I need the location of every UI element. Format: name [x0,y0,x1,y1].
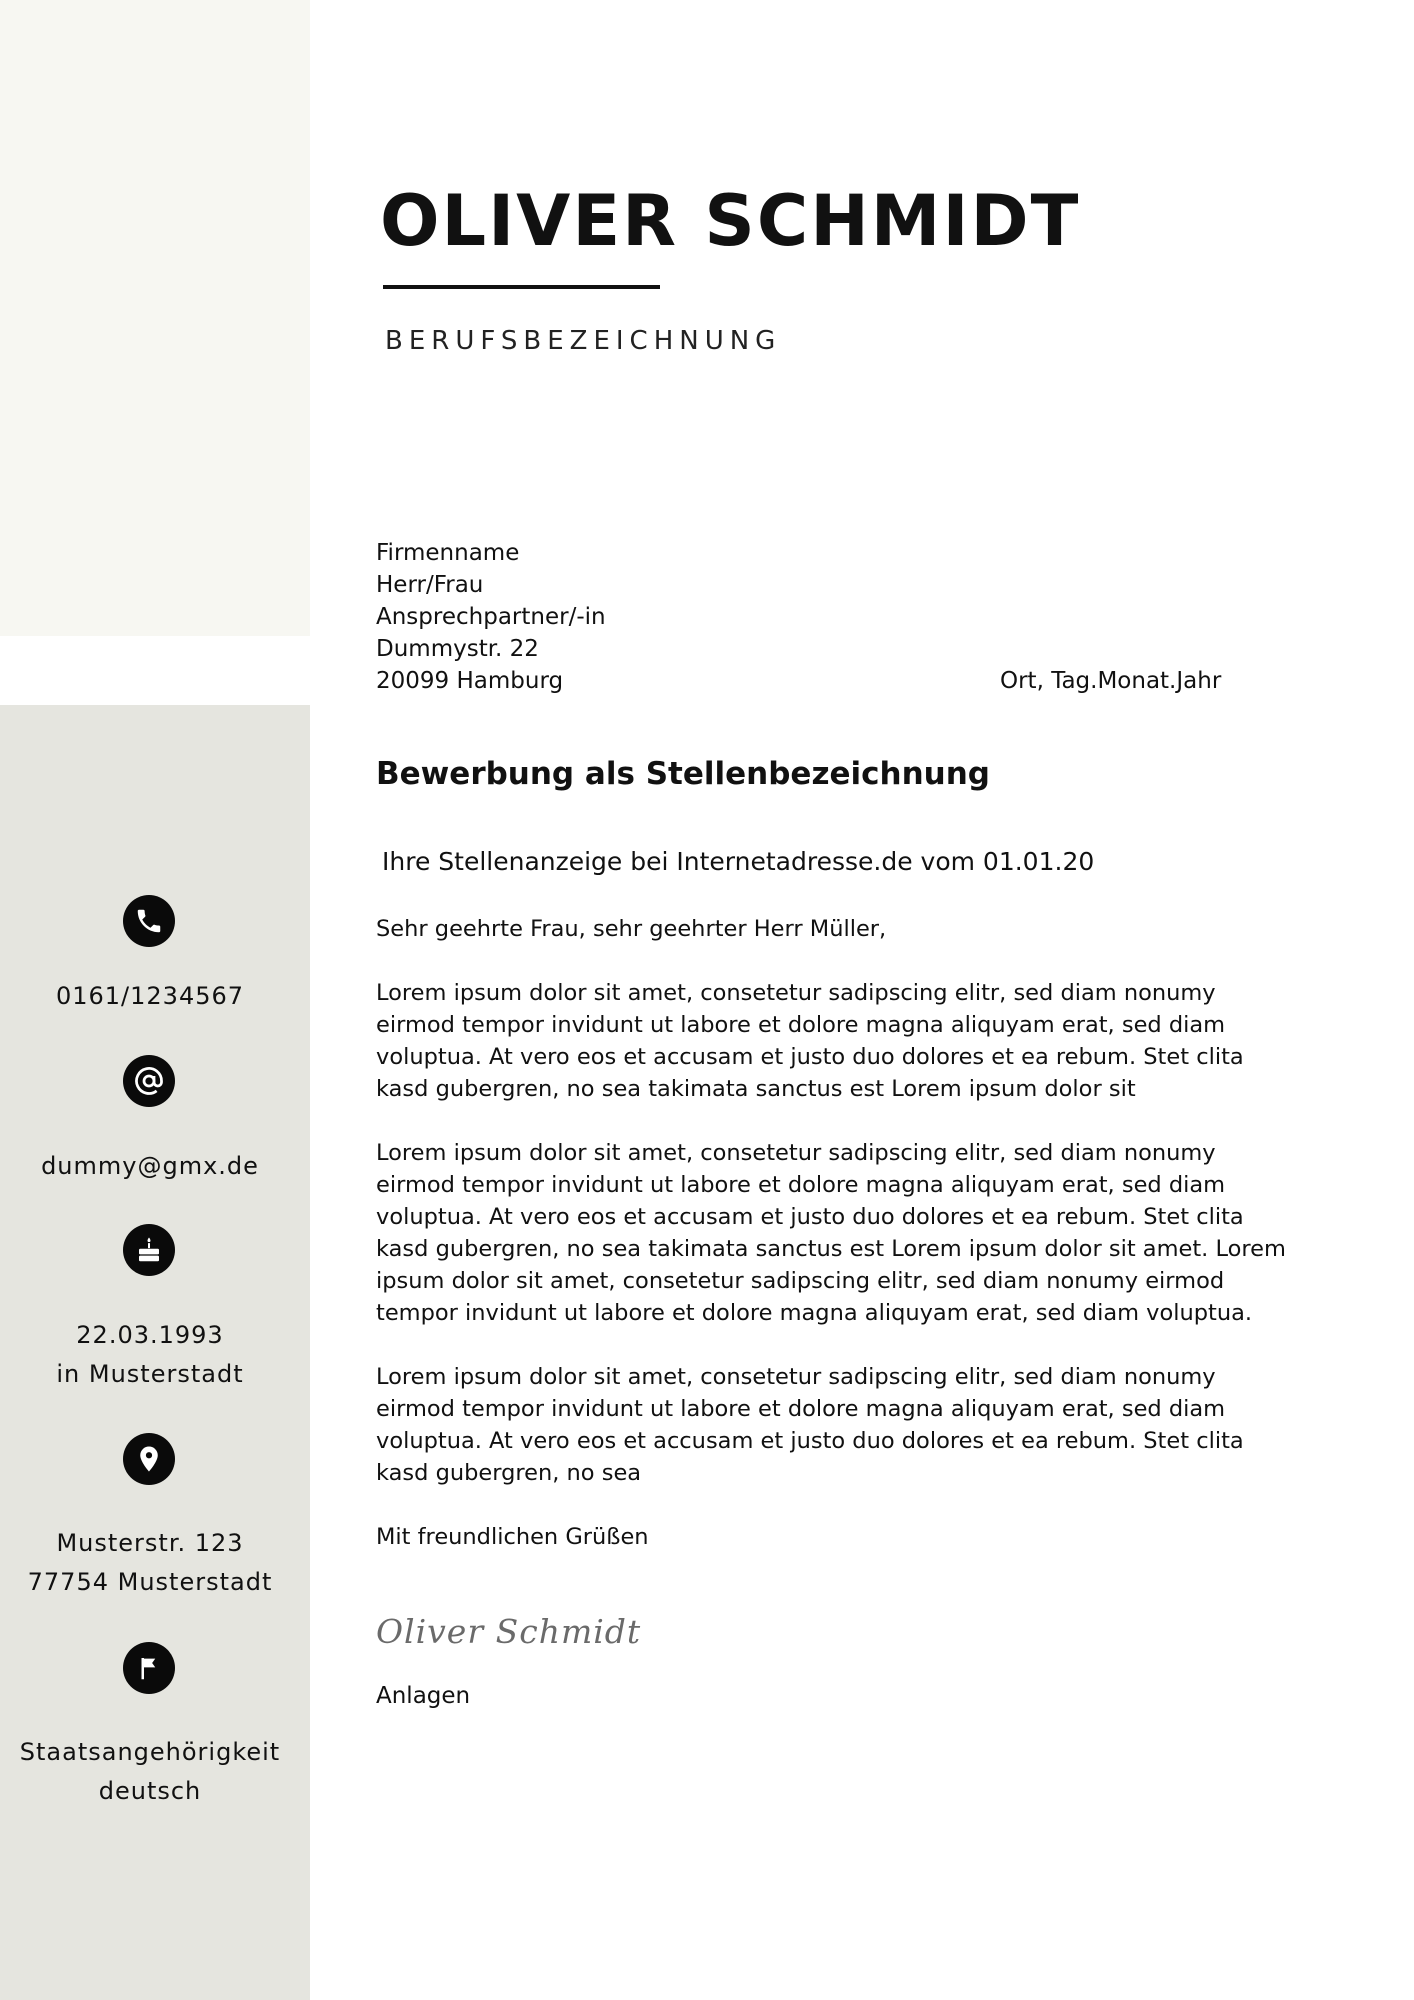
recipient-contact: Ansprechpartner/-in [376,604,606,630]
recipient-title: Herr/Frau [376,572,484,598]
location-pin-icon [123,1433,175,1485]
at-icon [123,1055,175,1107]
letter-date: Ort, Tag.Monat.Jahr [1000,668,1222,694]
letter-body [376,913,1296,1553]
nationality [0,1733,300,1811]
address-street: Musterstr. 123 [56,1529,244,1557]
recipient-street: Dummystr. 22 [376,636,539,662]
body-paragraph-3: Lorem ipsum dolor sit amet, consetetur sadipscing elitr, sed diam nonumy eirmod tempor invidunt ut labore et dolore magna aliquyam erat, sed diam voluptua. At vero eos et accusam et justo duo dolores et ea rebum. Stet clita kasd gubergren, no sea [376,1364,1244,1486]
job-title: BERUFSBEZEICHNUNG [385,326,782,356]
closing: Mit freundlichen Grüßen [376,1524,649,1550]
sidebar-top-panel [0,0,310,636]
letter-subject: Bewerbung als Stellenbezeichnung [376,756,990,792]
birth-date: 22.03.1993 [76,1321,224,1349]
handwritten-signature: Oliver Schmidt [376,1612,642,1651]
phone-icon [123,895,175,947]
body-paragraph-1: Lorem ipsum dolor sit amet, consetetur sadipscing elitr, sed diam nonumy eirmod tempor invidunt ut labore et dolore magna aliquyam erat, sed diam voluptua. At vero eos et accusam et justo duo dolores et ea rebum. Stet clita kasd gubergren, no sea takimata sanctus est Lorem ipsum dolor sit [376,980,1244,1102]
email-address: dummy@gmx.de [41,1152,259,1180]
body-paragraph-2: Lorem ipsum dolor sit amet, consetetur sadipscing elitr, sed diam nonumy eirmod tempor invidunt ut labore et dolore magna aliquyam erat, sed diam voluptua. At vero eos et accusam et justo duo dolores et ea rebum. Stet clita kasd gubergren, no sea takimata sanctus est Lorem ipsum dolor sit amet. Lorem ipsum dolor sit amet, consetetur sadipscing elitr, sed diam nonumy eirmod tempor invidunt ut labore et dolore magna aliquyam erat, sed diam voluptua. [376,1140,1286,1326]
recipient-address [376,537,876,697]
attachments-label: Anlagen [376,1683,471,1709]
flag-icon [123,1642,175,1694]
salutation: Sehr geehrte Frau, sehr geehrter Herr Müller, [376,916,887,942]
job-ad-reference: Ihre Stellenanzeige bei Internetadresse.de vom 01.01.20 [382,847,1095,876]
postal-address [0,1524,300,1602]
birth-info [0,1316,300,1394]
name-underline [383,285,660,289]
applicant-name: OLIVER SCHMIDT [380,180,1081,262]
address-city: 77754 Musterstadt [27,1568,273,1596]
recipient-city: 20099 Hamburg [376,668,564,694]
nationality-label: Staatsangehörigkeit [19,1738,281,1766]
nationality-value: deutsch [98,1777,202,1805]
recipient-company: Firmenname [376,540,520,566]
birth-place: in Musterstadt [56,1360,244,1388]
birthday-cake-icon [123,1224,175,1276]
phone-number: 0161/1234567 [55,982,245,1010]
